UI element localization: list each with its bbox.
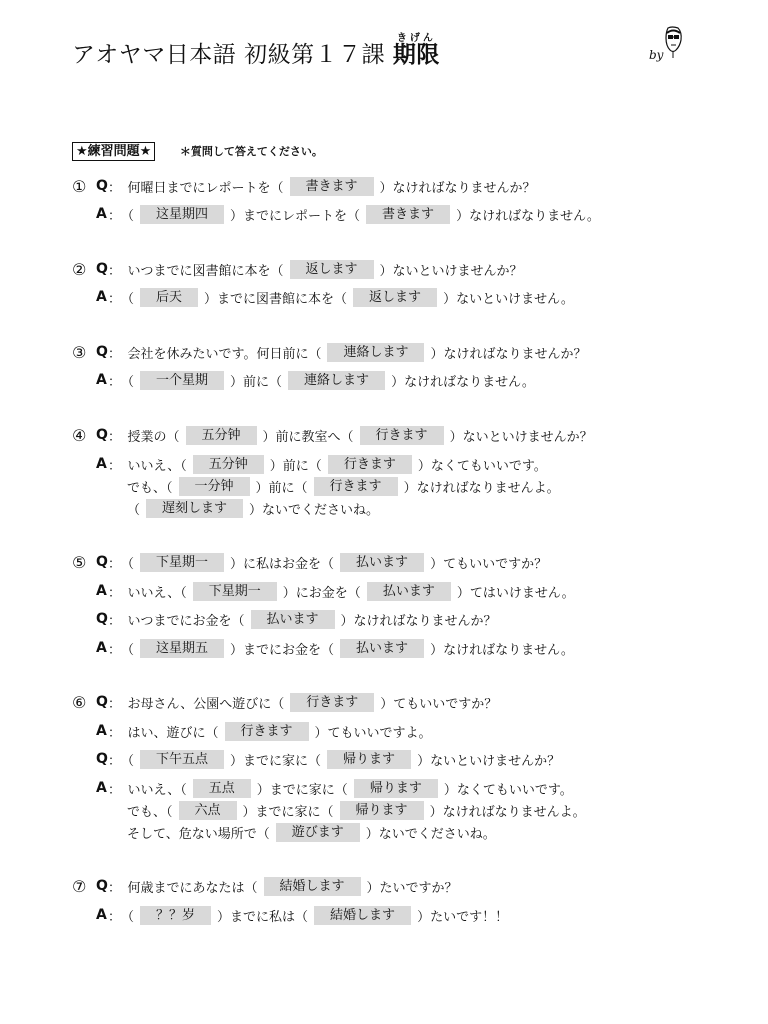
answer-box: 六点 xyxy=(179,801,237,820)
answer-box: 下星期一 xyxy=(193,582,277,601)
q-label: Q xyxy=(96,611,108,627)
answer-text: ）てもいいですよ。 xyxy=(314,725,432,741)
a-label: A xyxy=(96,640,107,656)
answer-text: ： （ xyxy=(108,642,135,658)
answer-box: 帰ります xyxy=(354,779,438,798)
practice-header xyxy=(72,140,323,159)
question-text: ： 何歳までにあなたは（ xyxy=(108,880,258,896)
question-text: ： 会社を休みたいです。何日前に（ xyxy=(108,346,322,362)
q7-number: ⑦ xyxy=(72,876,87,896)
a-label: A xyxy=(96,206,107,222)
question-text: ）までに家に（ xyxy=(230,753,322,769)
answer-text: ）までにお金を（ xyxy=(230,642,335,658)
answer-text: ）なければなりませんよ。 xyxy=(403,480,560,496)
q-label: Q xyxy=(96,878,108,894)
answer-text: ）までに家に（ xyxy=(256,782,348,798)
q-label: Q xyxy=(96,261,108,277)
answer-box: 遅刻します xyxy=(146,499,243,518)
question-text: ： いつまでにお金を（ xyxy=(108,613,245,629)
answer-text: ）までに家に（ xyxy=(242,804,334,820)
answer-box: 返します xyxy=(353,288,437,307)
question-text: ： 何曜日までにレポートを（ xyxy=(108,180,284,196)
question-text: ）ないといけませんか？ xyxy=(417,753,561,769)
q-label: Q xyxy=(96,344,108,360)
practice-instruction: ＊質問して答えてください。 xyxy=(179,145,323,158)
answer-text: ）にお金を（ xyxy=(282,585,361,601)
answer-box: 帰ります xyxy=(340,801,424,820)
question-text: ）なければなりませんか？ xyxy=(430,346,587,362)
question-text: ）てもいいですか？ xyxy=(430,556,548,572)
answer-box: 五点 xyxy=(193,779,251,798)
practice-label: ★練習問題★ xyxy=(72,142,155,161)
answer-text: でも、（ xyxy=(127,804,173,820)
answer-box: 一分钟 xyxy=(179,477,250,496)
answer-box: 帰ります xyxy=(327,750,411,769)
a-label: A xyxy=(96,907,107,923)
answer-text: ）ないでくださいね。 xyxy=(365,826,496,842)
a-label: A xyxy=(96,372,107,388)
question-text: ： お母さん、公園へ遊びに（ xyxy=(108,696,285,712)
answer-text: ： （ xyxy=(108,909,135,925)
answer-box: 行きます xyxy=(290,693,374,712)
answer-box: 書きます xyxy=(290,177,374,196)
question-text: ： いつまでに図書館に本を（ xyxy=(108,263,284,279)
answer-box: 遊びます xyxy=(276,823,360,842)
answer-box: 一个星期 xyxy=(140,371,224,390)
answer-box: ？？岁 xyxy=(140,906,211,925)
answer-box: 五分钟 xyxy=(186,426,257,445)
q6-number: ⑥ xyxy=(72,692,87,712)
answer-box: 払います xyxy=(340,553,424,572)
author-logo-text: by xyxy=(649,48,664,62)
answer-text: ）なければなりません。 xyxy=(430,642,574,658)
q-label: Q xyxy=(96,427,108,443)
page-title xyxy=(72,33,440,69)
answer-box: 五分钟 xyxy=(193,455,264,474)
answer-text: ）ないでくださいね。 xyxy=(249,502,380,518)
q1-number: ① xyxy=(72,176,87,196)
answer-text: ： はい、遊びに（ xyxy=(108,725,219,741)
answer-text: ）までに図書館に本を（ xyxy=(204,291,348,307)
q-label: Q xyxy=(96,554,108,570)
q2-number: ② xyxy=(72,259,87,279)
answer-box: 行きます xyxy=(328,455,412,474)
answer-text: ）前に（ xyxy=(255,480,308,496)
title-topic: きげん 期限 xyxy=(393,42,440,68)
answer-box: 書きます xyxy=(366,205,450,224)
answer-text: ： いいえ、（ xyxy=(108,585,187,601)
q-label: Q xyxy=(96,694,108,710)
answer-text: ）なければなりませんよ。 xyxy=(429,804,586,820)
answer-text: ： （ xyxy=(108,374,135,390)
answer-text: ）なければなりません。 xyxy=(456,208,600,224)
answer-text: ）ないといけません。 xyxy=(443,291,574,307)
answer-box: 払います xyxy=(367,582,451,601)
a-label: A xyxy=(96,723,107,739)
answer-text: （ xyxy=(127,502,141,518)
question-text: ： （ xyxy=(108,556,135,572)
title-prefix: アオヤマ日本語 初級第１７課 xyxy=(72,42,386,68)
answer-text: ）までにレポートを（ xyxy=(230,208,361,224)
answer-text: ）までに私は（ xyxy=(217,909,309,925)
answer-box: 返します xyxy=(290,260,374,279)
answer-box: 連絡します xyxy=(288,371,385,390)
question-text: ）なければなりませんか？ xyxy=(379,180,536,196)
question-text: ）に私はお金を（ xyxy=(230,556,335,572)
q-label: Q xyxy=(96,751,108,767)
answer-box: 払います xyxy=(340,639,424,658)
q3-number: ③ xyxy=(72,342,87,362)
q-label: Q xyxy=(96,178,108,194)
title-ruby: きげん xyxy=(396,33,436,44)
author-logo xyxy=(642,24,696,68)
question-text: ）てもいいですか？ xyxy=(380,696,498,712)
answer-box: 下星期一 xyxy=(140,553,224,572)
answer-text: そして、危ない場所で（ xyxy=(127,826,270,842)
answer-box: 这星期五 xyxy=(140,639,224,658)
a-label: A xyxy=(96,583,107,599)
answer-text: ）たいです！！ xyxy=(417,909,509,925)
question-text: ： （ xyxy=(108,753,135,769)
answer-text: ： （ xyxy=(108,291,135,307)
a-label: A xyxy=(96,780,107,796)
question-text: ）たいですか？ xyxy=(366,880,458,896)
answer-text: ）なければなりません。 xyxy=(391,374,535,390)
question-text: ）前に教室へ（ xyxy=(262,429,354,445)
q5-number: ⑤ xyxy=(72,552,87,572)
answer-text: ）なくてもいいです。 xyxy=(443,782,573,798)
answer-box: 結婚します xyxy=(264,877,361,896)
a-label: A xyxy=(96,456,107,472)
question-text: ： 授業の（ xyxy=(108,429,180,445)
answer-text: ）なくてもいいです。 xyxy=(417,458,547,474)
answer-box: 結婚します xyxy=(314,906,411,925)
question-text: ）ないといけませんか？ xyxy=(379,263,523,279)
a-label: A xyxy=(96,289,107,305)
answer-box: 下午五点 xyxy=(140,750,224,769)
answer-text: ）てはいけません。 xyxy=(456,585,575,601)
question-text: ）ないといけませんか？ xyxy=(449,429,593,445)
answer-box: 行きます xyxy=(360,426,444,445)
answer-box: 行きます xyxy=(225,722,309,741)
answer-text: でも、（ xyxy=(127,480,173,496)
answer-box: 后天 xyxy=(140,288,198,307)
answer-text: ： いいえ、（ xyxy=(108,782,187,798)
answer-box: 行きます xyxy=(314,477,398,496)
answer-box: 这星期四 xyxy=(140,205,224,224)
answer-box: 連絡します xyxy=(327,343,424,362)
q4-number: ④ xyxy=(72,425,87,445)
question-text: ）なければなりませんか？ xyxy=(340,613,497,629)
answer-box: 払います xyxy=(251,610,335,629)
answer-text: ）前に（ xyxy=(230,374,283,390)
answer-text: ）前に（ xyxy=(269,458,322,474)
answer-text: ： （ xyxy=(108,208,135,224)
answer-text: ： いいえ、（ xyxy=(108,458,187,474)
